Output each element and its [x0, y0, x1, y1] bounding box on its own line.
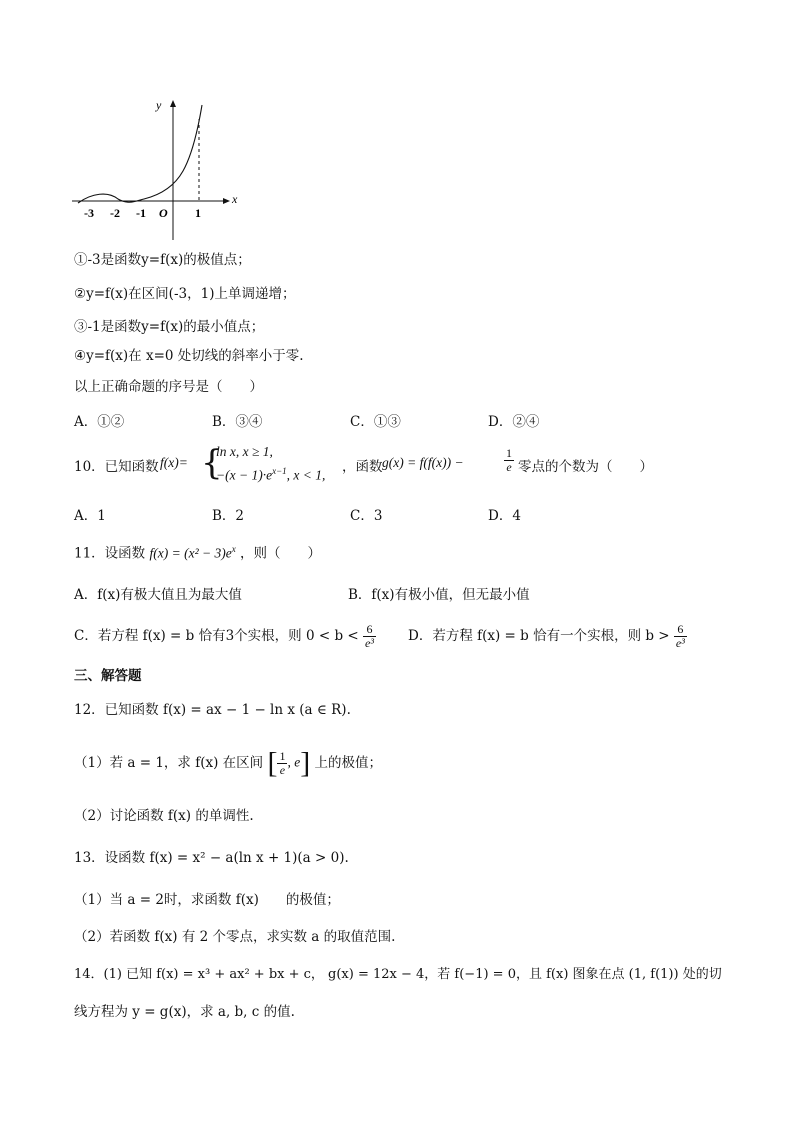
- q9-option-b[interactable]: B．③④: [212, 414, 263, 430]
- q10-prefix: 10．已知函数: [74, 459, 159, 475]
- tick-label-1: 1: [195, 206, 201, 220]
- q12-interval-tail: , e: [287, 754, 301, 770]
- q14-line-2: 线方程为 y = g(x)，求 a, b, c 的值.: [74, 1004, 295, 1020]
- x-axis-label: x: [232, 192, 238, 206]
- q10-frac-num: 1: [506, 446, 512, 460]
- q11-d-frac-num: 6: [674, 623, 687, 637]
- q10-fraction: [504, 447, 514, 474]
- left-bracket-icon: [: [267, 746, 278, 780]
- q10-case-2-exp: x−1: [272, 466, 287, 476]
- section-heading: 三、解答题: [74, 668, 142, 684]
- q10-option-a[interactable]: A．1: [74, 508, 106, 524]
- q10-option-d[interactable]: D．4: [488, 508, 521, 524]
- origin-label: O: [159, 206, 168, 220]
- q10-frac-den: e: [506, 460, 512, 474]
- q11-option-d[interactable]: [408, 623, 687, 650]
- q10-case-2-tail: , x < 1,: [286, 467, 326, 483]
- q11-stem: [74, 539, 321, 564]
- y-axis-arrow-icon: [170, 100, 176, 107]
- q10-mid: ，函数: [342, 459, 383, 475]
- tick-label-neg1: -1: [136, 206, 146, 220]
- q12-frac-den: e: [279, 763, 286, 777]
- q9-option-a[interactable]: A．①②: [74, 414, 125, 430]
- q11-exp: x: [231, 544, 236, 554]
- q12-part-1-post: 上的极值；: [314, 755, 382, 771]
- q9-statement-1: ①-3是函数y=f(x)的极值点；: [74, 252, 251, 268]
- q9-statement-4: ④y=f(x)在 x=0 处切线的斜率小于零.: [74, 348, 304, 364]
- q10-gx: g(x) = f(f(x)) −: [382, 455, 464, 470]
- right-bracket-icon: ]: [300, 746, 311, 780]
- q9-statement-3: ③-1是函数y=f(x)的最小值点；: [74, 319, 265, 335]
- q9-statement-2: ②y=f(x)在区间(-3，1)上单调递增；: [74, 286, 296, 302]
- q13-part-2: （2）若函数 f(x) 有 2 个零点，求实数 a 的取值范围.: [74, 929, 396, 945]
- q11-option-c-text: C．若方程 f(x) = b 恰有3个实根，则 0 < b <: [74, 628, 359, 644]
- q10-option-c[interactable]: C．3: [350, 508, 383, 524]
- q9-option-c[interactable]: C．①③: [350, 414, 401, 430]
- q11-option-d-text: D．若方程 f(x) = b 恰有一个实根，则 b >: [408, 628, 670, 644]
- q11-prefix: 11．设函数: [74, 545, 146, 562]
- q14-line-1: 14．(1) 已知 f(x) = x³ + ax² + bx + c， g(x) = 12x − 4，若 f(−1) = 0，且 f(x) 图象在点 (1, f(1)) 处的切: [74, 967, 722, 982]
- q10-case-2-wrap: [216, 466, 325, 484]
- q9-prompt: 以上正确命题的序号是（ ）: [74, 379, 263, 395]
- q13-stem: 13．设函数 f(x) = x² − a(ln x + 1)(a > 0).: [74, 850, 349, 866]
- x-axis-arrow-icon: [223, 198, 230, 204]
- q12-frac-num: 1: [279, 749, 286, 763]
- q11-option-c[interactable]: [74, 623, 376, 650]
- q11-option-d-fraction: [674, 623, 687, 650]
- q11-option-b[interactable]: B．f(x)有极小值，但无最小值: [348, 587, 530, 603]
- q9-option-d[interactable]: D．②④: [488, 414, 540, 430]
- q12-part-2: （2）讨论函数 f(x) 的单调性.: [74, 808, 254, 824]
- q11-option-a[interactable]: A．f(x)有极大值且为最大值: [74, 587, 242, 603]
- q11-fx: f(x) = (x² − 3)e: [149, 545, 232, 561]
- q11-d-frac-den: e³: [675, 636, 685, 650]
- q12-stem: 12．已知函数 f(x) = ax − 1 − ln x (a ∈ R).: [74, 702, 351, 718]
- y-axis-label: y: [156, 98, 162, 112]
- q12-part-1: [74, 746, 382, 780]
- q10-case-1: ln x, x ≥ 1,: [216, 444, 273, 459]
- tick-label-neg2: -2: [110, 206, 120, 220]
- q11-c-frac-num: 6: [363, 623, 376, 637]
- q10-suffix: 零点的个数为（ ）: [518, 459, 653, 475]
- tick-label-neg3: -3: [84, 206, 94, 220]
- q10-case-2: −(x − 1)·e: [216, 467, 273, 483]
- q10-brace-icon: {: [201, 443, 223, 483]
- function-graph: [70, 95, 250, 240]
- q11-option-c-fraction: [363, 623, 376, 650]
- q13-part-1: （1）当 a = 2时，求函数 f(x) 的极值；: [74, 892, 340, 908]
- q10-option-b[interactable]: B．2: [212, 508, 245, 524]
- q11-suffix: ，则（ ）: [240, 545, 322, 562]
- q12-interval: [267, 746, 311, 780]
- q10-fx: f(x)=: [160, 455, 188, 470]
- q12-part-1-text: （1）若 a = 1，求 f(x) 在区间: [74, 755, 264, 771]
- function-curve: [78, 105, 202, 203]
- q12-interval-frac: [277, 750, 287, 777]
- q11-c-frac-den: e³: [365, 636, 374, 650]
